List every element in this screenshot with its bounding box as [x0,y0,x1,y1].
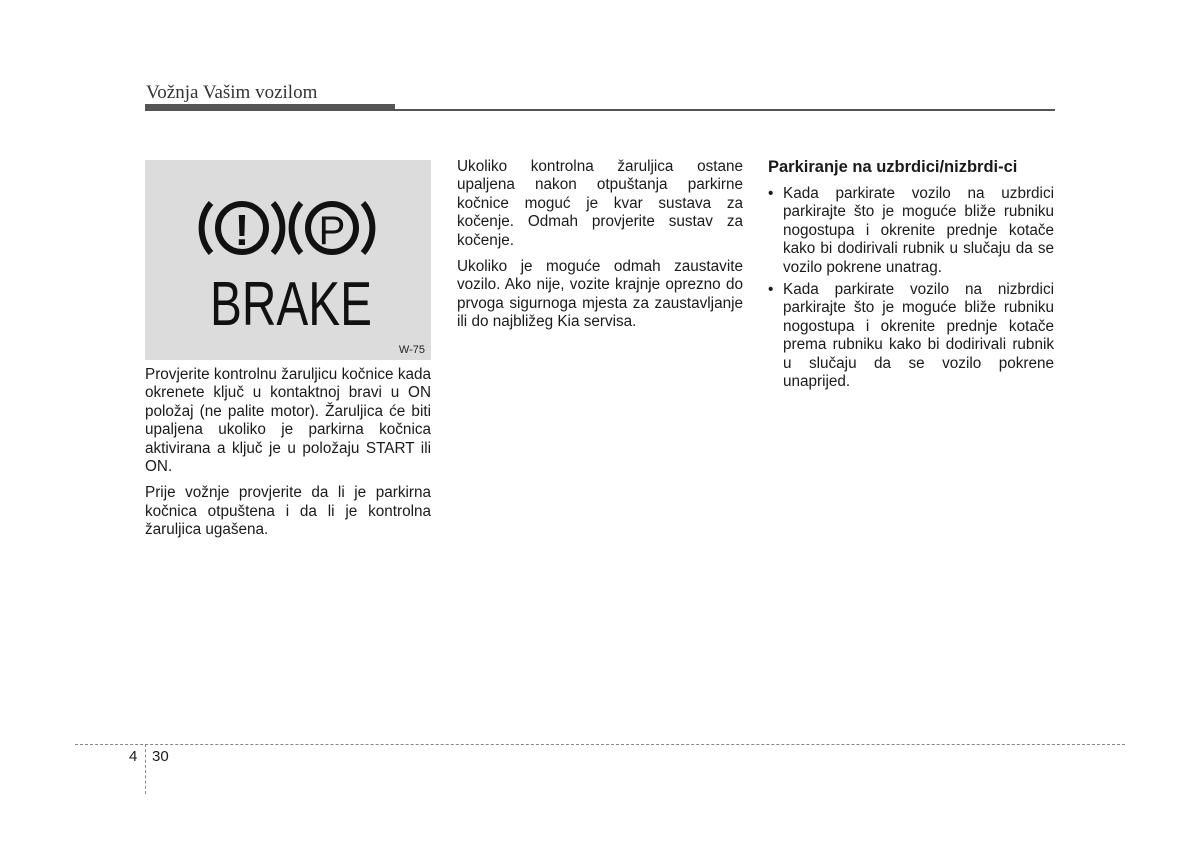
paragraph: Ukoliko kontrolna žaruljica ostane upaljena nakon otpuštanja parkirne kočnice moguć je kvar sustava za kočenje. Odmah provjerite sustav za kočenje. [457,158,743,249]
footer-divider [145,744,146,794]
bullet-icon: • [768,185,774,202]
warning-mark: ! [234,206,250,255]
figure-code: W-75 [398,344,425,356]
column-2 [457,158,743,340]
list-item-text: Kada parkirate vozilo na uzbrdici parkirajte što je moguće bliže rubniku nogostupa i okrenite prednje kotače kako bi dodirivali rubnik u slučaju da se vozilo pokrene unatrag. [783,185,1054,276]
header-rule-thin [395,109,1055,111]
bullet-icon: • [768,281,774,299]
chapter-number: 4 [129,748,138,765]
paragraph: Provjerite kontrolnu žaruljicu kočnice kada okrenete ključ u kontaktnoj bravi u ON položaj (ne palite motor). Žaruljica će biti upaljena ukoliko je parkirna kočnica aktivirana a ključ je u položaju START ili ON. [145,366,431,476]
bullet-list [768,185,1054,391]
page-header-title: Vožnja Vašim vozilom [146,82,318,103]
brake-warning-icon [145,160,431,360]
list-item-text: Kada parkirate vozilo na nizbrdici parkirajte što je moguće bliže rubniku nogostupa i okrenite prednje kotače prema rubniku kako bi dodirivali rubnik u slučaju da se vozilo pokrene unaprijed. [783,281,1054,391]
section-heading: Parkiranje na uzbrdici/nizbrdi-ci [768,158,1018,176]
brake-word: BRAKE [210,270,372,339]
footer-rule [75,744,1125,745]
column-3 [768,158,1054,395]
column-1 [145,366,431,548]
page-number: 30 [152,748,169,765]
list-item [768,185,1054,277]
list-item [768,281,1054,391]
brake-warning-figure [145,160,431,360]
paragraph: Prije vožnje provjerite da li je parkirna kočnica otpuštena i da li je kontrolna žaruljica ugašena. [145,484,431,539]
park-letter: P [318,209,346,253]
header-rule [145,104,395,111]
paragraph: Ukoliko je moguće odmah zaustavite vozilo. Ako nije, vozite krajnje oprezno do prvoga sigurnoga mjesta za zaustavljanje ili do najbližeg Kia servisa. [457,258,743,331]
